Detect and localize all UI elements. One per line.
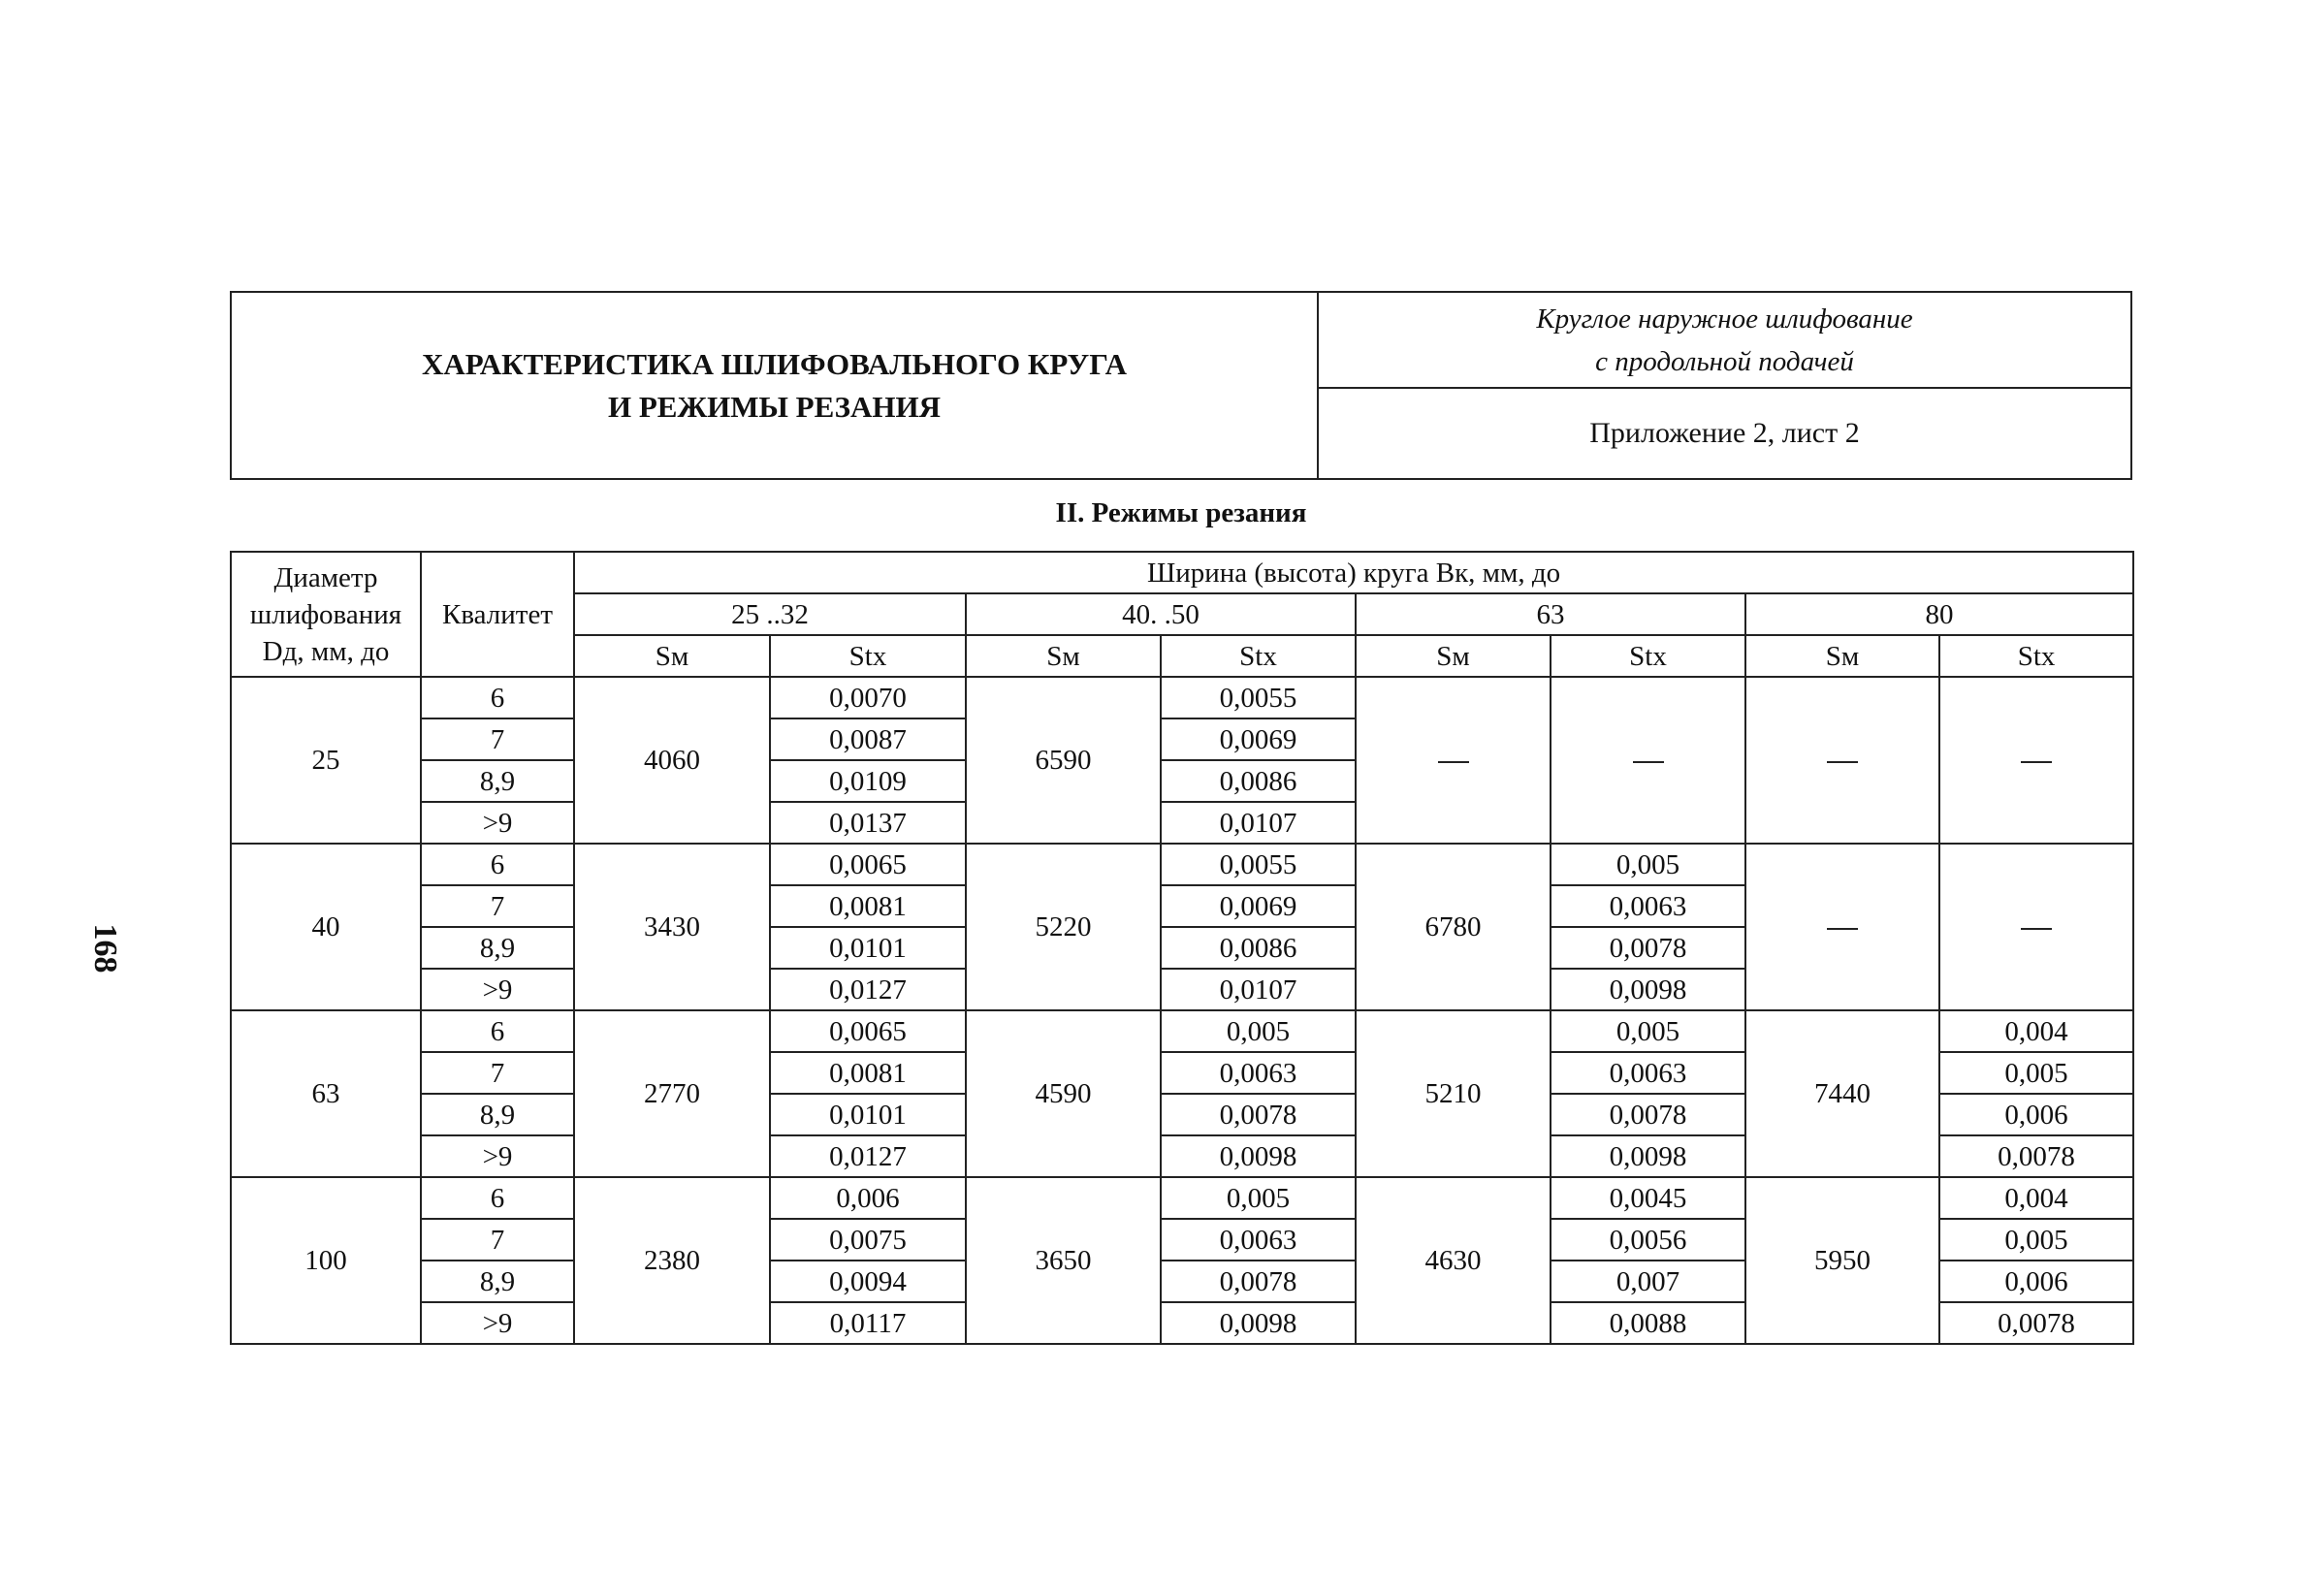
grade-cell: 8,9: [421, 1094, 574, 1135]
stx-cell: 0,004: [1939, 1177, 2133, 1219]
grade-cell: 6: [421, 844, 574, 885]
stx-cell: 0,0075: [770, 1219, 966, 1261]
wheel-width-header: Ширина (высота) круга Bк, мм, до: [574, 552, 2133, 593]
stx-cell: 0,0127: [770, 969, 966, 1010]
width-group-header: 25 ..32: [574, 593, 966, 635]
stx-cell: 0,0081: [770, 1052, 966, 1094]
sm-header: Sм: [574, 635, 770, 677]
stx-header: Stx: [1939, 635, 2133, 677]
stx-cell: 0,0063: [1161, 1052, 1356, 1094]
sm-cell: 5950: [1745, 1177, 1939, 1344]
stx-cell: 0,0088: [1551, 1302, 1745, 1344]
width-group-header: 63: [1356, 593, 1745, 635]
stx-cell: 0,0094: [770, 1261, 966, 1302]
sm-header: Sм: [1745, 635, 1939, 677]
diameter-cell: 40: [231, 844, 421, 1010]
cutting-modes-table: [230, 551, 2134, 1345]
stx-cell: 0,0107: [1161, 969, 1356, 1010]
grade-cell: 6: [421, 677, 574, 718]
title-line-1: ХАРАКТЕРИСТИКА ШЛИФОВАЛЬНОГО КРУГА: [421, 346, 1128, 381]
dash-mark: [2021, 761, 2052, 763]
empty-dash-cell: [1551, 677, 1745, 844]
stx-cell: 0,0086: [1161, 760, 1356, 802]
stx-header: Stx: [1161, 635, 1356, 677]
stx-cell: 0,0098: [1161, 1135, 1356, 1177]
grade-cell: 6: [421, 1177, 574, 1219]
stx-cell: 0,0127: [770, 1135, 966, 1177]
process-line-2: с продольной подачей: [1595, 345, 1854, 377]
grade-cell: >9: [421, 969, 574, 1010]
sm-header: Sм: [966, 635, 1161, 677]
diameter-header-line-3: Dд, мм, до: [262, 635, 390, 667]
stx-cell: 0,0055: [1161, 677, 1356, 718]
stx-cell: 0,005: [1161, 1177, 1356, 1219]
diameter-header-line-1: Диаметр: [273, 561, 378, 593]
sm-cell: 5220: [966, 844, 1161, 1010]
stx-header: Stx: [770, 635, 966, 677]
width-group-header: 80: [1745, 593, 2133, 635]
stx-cell: 0,0101: [770, 927, 966, 969]
stx-cell: 0,0069: [1161, 718, 1356, 760]
stx-cell: 0,005: [1161, 1010, 1356, 1052]
stx-cell: 0,0098: [1161, 1302, 1356, 1344]
empty-dash-cell: [1745, 844, 1939, 1010]
stx-cell: 0,0117: [770, 1302, 966, 1344]
document-header: [230, 291, 2132, 480]
stx-cell: 0,0101: [770, 1094, 966, 1135]
stx-cell: 0,0065: [770, 1010, 966, 1052]
stx-cell: 0,006: [1939, 1261, 2133, 1302]
stx-cell: 0,0078: [1551, 1094, 1745, 1135]
stx-cell: 0,0081: [770, 885, 966, 927]
stx-cell: 0,0098: [1551, 969, 1745, 1010]
stx-cell: 0,0098: [1551, 1135, 1745, 1177]
stx-cell: 0,0069: [1161, 885, 1356, 927]
grade-cell: 7: [421, 718, 574, 760]
empty-dash-cell: [1356, 677, 1551, 844]
grade-cell: >9: [421, 1135, 574, 1177]
stx-cell: 0,0078: [1939, 1135, 2133, 1177]
dash-mark: [2021, 928, 2052, 930]
stx-cell: 0,004: [1939, 1010, 2133, 1052]
dash-mark: [1827, 761, 1858, 763]
grade-column-header: Квалитет: [421, 552, 574, 677]
stx-cell: 0,0063: [1161, 1219, 1356, 1261]
sm-cell: 6590: [966, 677, 1161, 844]
diameter-cell: 63: [231, 1010, 421, 1177]
stx-cell: 0,005: [1551, 844, 1745, 885]
diameter-cell: 25: [231, 677, 421, 844]
sm-cell: 4630: [1356, 1177, 1551, 1344]
empty-dash-cell: [1745, 677, 1939, 844]
stx-cell: 0,0065: [770, 844, 966, 885]
stx-cell: 0,007: [1551, 1261, 1745, 1302]
grade-cell: 8,9: [421, 927, 574, 969]
stx-cell: 0,005: [1939, 1052, 2133, 1094]
title-line-2: И РЕЖИМЫ РЕЗАНИЯ: [607, 389, 942, 424]
appendix-label: Приложение 2, лист 2: [1589, 417, 1860, 449]
sm-cell: 3650: [966, 1177, 1161, 1344]
stx-cell: 0,0137: [770, 802, 966, 844]
sm-cell: 4590: [966, 1010, 1161, 1177]
stx-cell: 0,0086: [1161, 927, 1356, 969]
grade-cell: 6: [421, 1010, 574, 1052]
stx-cell: 0,0056: [1551, 1219, 1745, 1261]
sm-cell: 7440: [1745, 1010, 1939, 1177]
stx-cell: 0,0055: [1161, 844, 1356, 885]
stx-cell: 0,0045: [1551, 1177, 1745, 1219]
stx-cell: 0,005: [1939, 1219, 2133, 1261]
diameter-header-line-2: шлифования: [249, 598, 402, 630]
stx-cell: 0,0070: [770, 677, 966, 718]
grade-cell: 7: [421, 885, 574, 927]
sm-cell: 3430: [574, 844, 770, 1010]
stx-cell: 0,0087: [770, 718, 966, 760]
dash-mark: [1633, 761, 1664, 763]
stx-cell: 0,0107: [1161, 802, 1356, 844]
table-row: [231, 1177, 2133, 1219]
grade-cell: >9: [421, 802, 574, 844]
grade-cell: 8,9: [421, 760, 574, 802]
grade-cell: >9: [421, 1302, 574, 1344]
sm-cell: 6780: [1356, 844, 1551, 1010]
stx-cell: 0,006: [1939, 1094, 2133, 1135]
stx-cell: 0,0078: [1161, 1261, 1356, 1302]
dash-mark: [1827, 928, 1858, 930]
sm-header: Sм: [1356, 635, 1551, 677]
stx-cell: 0,0109: [770, 760, 966, 802]
sm-cell: 2770: [574, 1010, 770, 1177]
stx-cell: 0,006: [770, 1177, 966, 1219]
dash-mark: [1438, 761, 1469, 763]
process-name: [1319, 293, 2130, 389]
sm-cell: 2380: [574, 1177, 770, 1344]
grade-cell: 7: [421, 1219, 574, 1261]
stx-cell: 0,005: [1551, 1010, 1745, 1052]
document-title: [232, 293, 1319, 478]
page-number: 168: [87, 923, 123, 974]
stx-cell: 0,0078: [1161, 1094, 1356, 1135]
diameter-cell: 100: [231, 1177, 421, 1344]
grade-cell: 7: [421, 1052, 574, 1094]
table-row: [231, 844, 2133, 885]
section-title: II. Режимы резания: [1055, 497, 1307, 528]
width-group-header: 40. .50: [966, 593, 1356, 635]
diameter-column-header: [231, 552, 421, 677]
stx-cell: 0,0078: [1939, 1302, 2133, 1344]
empty-dash-cell: [1939, 844, 2133, 1010]
stx-cell: 0,0063: [1551, 1052, 1745, 1094]
stx-cell: 0,0078: [1551, 927, 1745, 969]
process-line-1: Круглое наружное шлифование: [1536, 303, 1913, 335]
sm-cell: 4060: [574, 677, 770, 844]
sm-cell: 5210: [1356, 1010, 1551, 1177]
stx-header: Stx: [1551, 635, 1745, 677]
table-row: [231, 677, 2133, 718]
empty-dash-cell: [1939, 677, 2133, 844]
table-row: [231, 1010, 2133, 1052]
grade-cell: 8,9: [421, 1261, 574, 1302]
stx-cell: 0,0063: [1551, 885, 1745, 927]
